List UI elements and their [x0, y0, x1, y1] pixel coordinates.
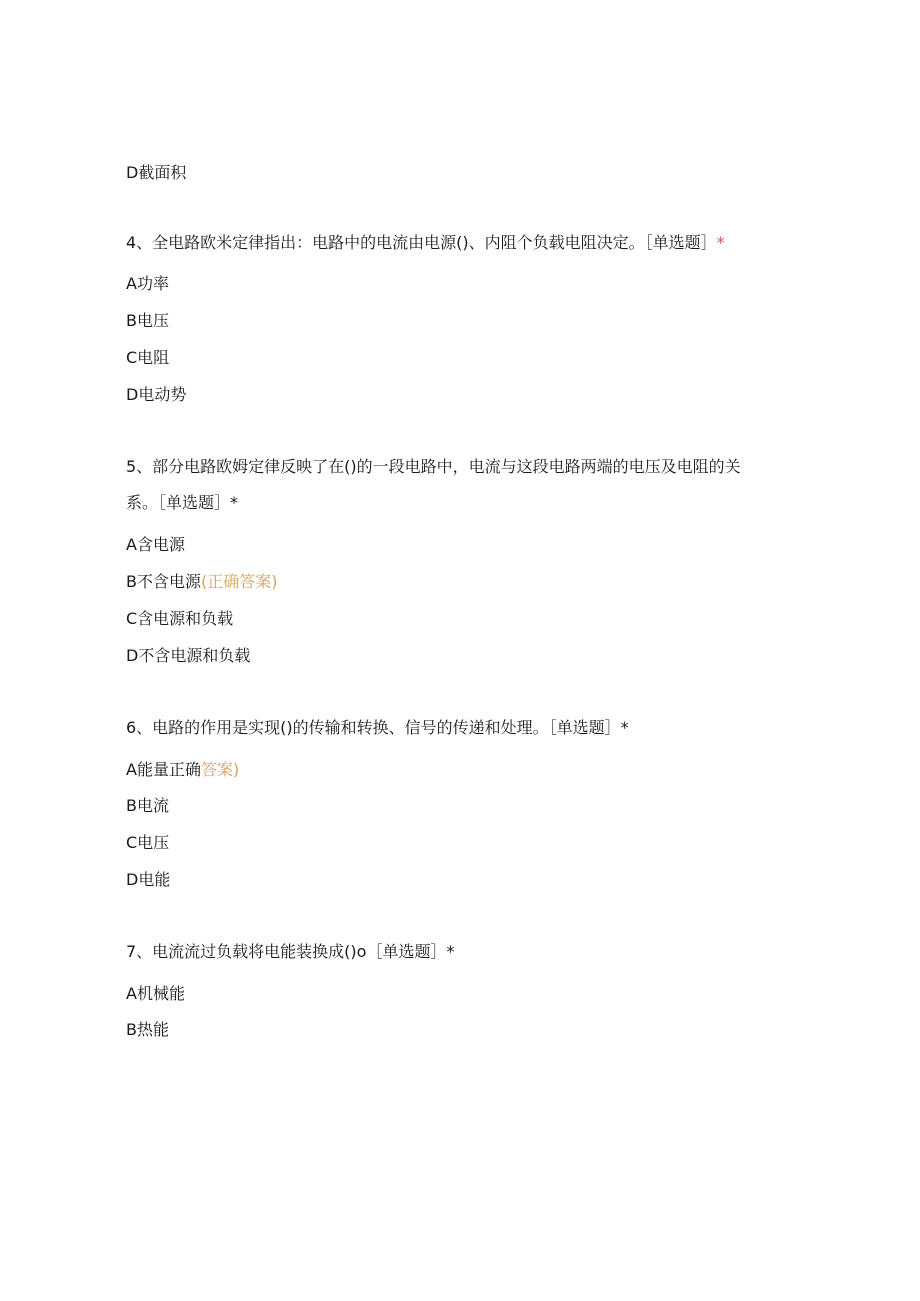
- required-mark: *: [716, 233, 725, 252]
- q3-option-d[interactable]: D截面积: [126, 163, 187, 182]
- q5-option-b[interactable]: [126, 572, 277, 592]
- q6-option-a-label: A能量正确: [126, 760, 201, 779]
- q5-option-d[interactable]: D不含电源和负载: [126, 646, 251, 665]
- q4-option-b[interactable]: B电压: [126, 311, 169, 330]
- q6-option-d[interactable]: D电能: [126, 870, 171, 889]
- q5-question-line1: 5、部分电路欧姆定律反映了在()的一段电路中，电流与这段电路两端的电压及电阻的关: [126, 457, 741, 476]
- q7-option-b[interactable]: B热能: [126, 1020, 169, 1039]
- q4-option-c[interactable]: C电阻: [126, 348, 170, 367]
- q6-option-b[interactable]: B电流: [126, 796, 169, 815]
- q4-question: [126, 233, 725, 253]
- q4-question-text: 4、全电路欧米定律指出：电路中的电流由电源()、内阻个负载电阻决定。［单选题］: [126, 233, 717, 252]
- q5-option-b-label: B不含电源: [126, 572, 201, 591]
- q4-option-d[interactable]: D电动势: [126, 385, 187, 404]
- q7-option-a[interactable]: A机械能: [126, 984, 185, 1003]
- q6-question: 6、电路的作用是实现()的传输和转换、信号的传递和处理。［单选题］*: [126, 718, 629, 737]
- correct-answer-tag: (正确答案): [200, 572, 278, 591]
- q5-option-a[interactable]: A含电源: [126, 535, 185, 554]
- q6-option-c[interactable]: C电压: [126, 833, 170, 852]
- q6-option-a[interactable]: [126, 760, 239, 780]
- q5-question-line2: 系。［单选题］*: [126, 493, 239, 512]
- q7-question: 7、电流流过负载将电能装换成()o［单选题］*: [126, 942, 455, 961]
- q4-option-a[interactable]: A功率: [126, 274, 169, 293]
- q5-option-c[interactable]: C含电源和负载: [126, 609, 234, 628]
- correct-answer-tag: 答案): [200, 760, 240, 779]
